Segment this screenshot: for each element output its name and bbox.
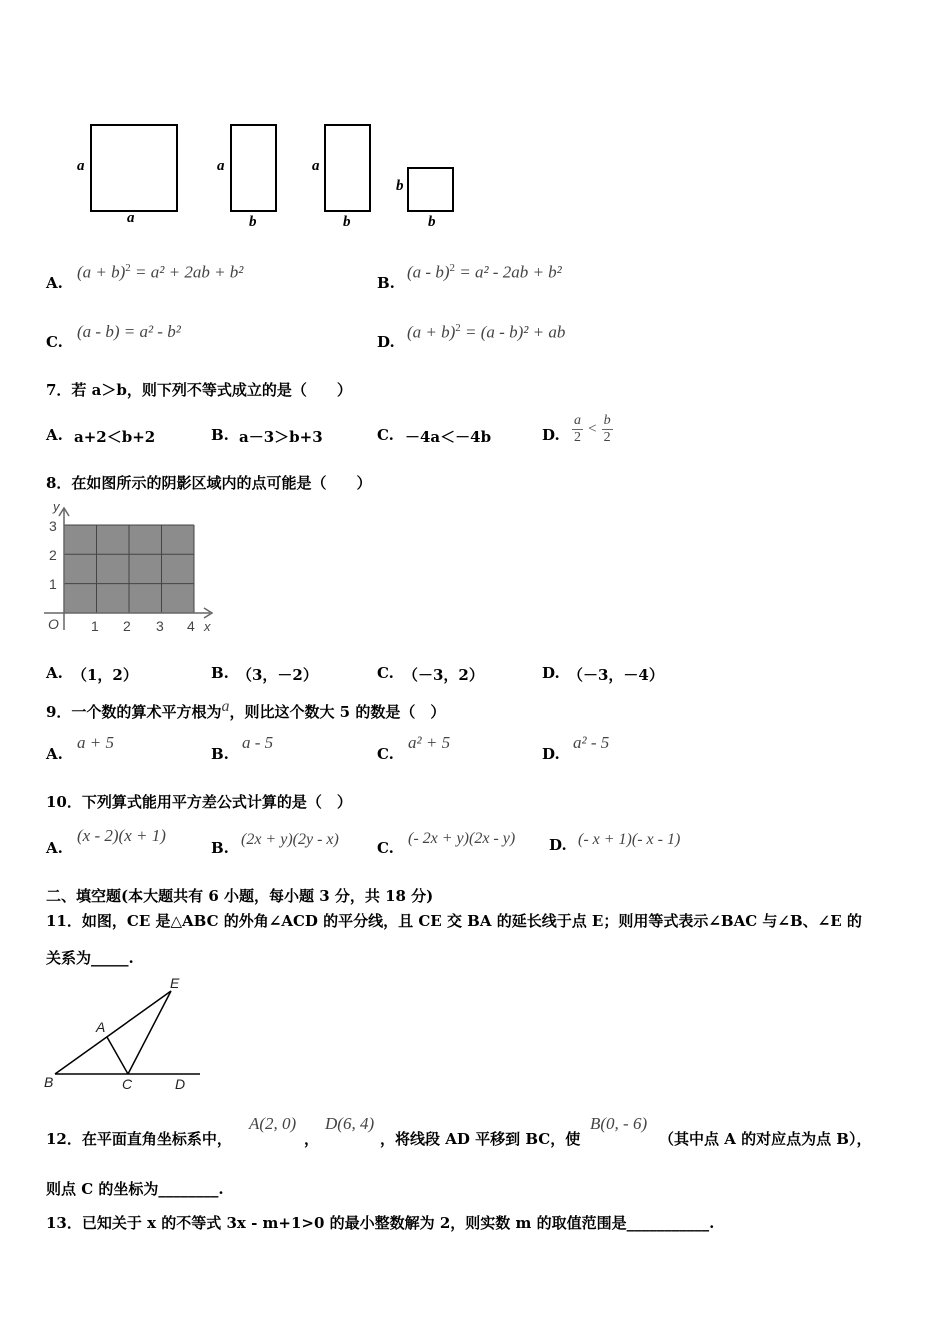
rect-ab-1 [231, 125, 276, 211]
option-letter[interactable]: B. [211, 745, 229, 763]
fig-label: b [343, 214, 351, 230]
option-d-formula: $(a + b)^2 = (a - b)^2$ + ab [407, 322, 566, 342]
x-tick-label: 1 [91, 618, 99, 634]
option-formula: a + 5 [77, 733, 114, 752]
point-label-c: C [122, 1076, 133, 1092]
option-text: a+2＜b+2 [74, 428, 156, 446]
fig-label: b [249, 214, 257, 230]
y-tick-label: 1 [49, 576, 57, 592]
option-formula: a² + 5 [408, 733, 451, 752]
y-tick-label: 2 [49, 547, 57, 563]
fig-label: a [77, 158, 85, 174]
option-letter[interactable]: A. [46, 274, 63, 292]
option-letter[interactable]: C. [377, 839, 394, 857]
option-formula: a² - 5 [573, 733, 610, 752]
option-formula: a - 5 [242, 733, 274, 752]
option-letter[interactable]: D. [542, 426, 560, 444]
option-letter[interactable]: C. [377, 664, 394, 682]
point-label-b: B [44, 1074, 54, 1090]
line-be [55, 991, 171, 1074]
question-12-part-3: （其中点 A 的对应点为点 B）， [659, 1130, 872, 1148]
option-letter[interactable]: D. [549, 836, 567, 854]
x-axis-label: x [204, 619, 211, 634]
question-11-line-2: 关系为_____. [46, 949, 134, 967]
point-label-d: D [175, 1076, 186, 1092]
option-letter[interactable]: A. [46, 745, 63, 763]
option-letter[interactable]: A. [46, 839, 63, 857]
point-a-coordinate: A(2, 0) [249, 1114, 297, 1133]
option-text: a－3＞b+3 [239, 428, 323, 446]
question-12-part-2: ，将线段 AD 平移到 BC，使 [380, 1130, 581, 1148]
question-10-stem: 10．下列算式能用平方差公式计算的是（ ） [46, 793, 352, 811]
rect-ab-2 [325, 125, 370, 211]
point-label-a: A [96, 1019, 106, 1035]
option-text: （1，2） [72, 666, 138, 684]
question-12-line-2: 则点 C 的坐标为________. [46, 1180, 224, 1198]
question-9-stem: 9．一个数的算术平方根为a，则比这个数大 5 的数是（ ） [46, 698, 446, 721]
x-tick-label: 2 [123, 618, 131, 634]
question-12-comma: ， [304, 1130, 320, 1148]
line-ce [128, 991, 171, 1074]
option-d-fraction-inequality: $\frac{a}{2}$ < $\frac{b}{2}$ [574, 413, 611, 445]
x-tick-label: 4 [187, 618, 195, 634]
x-tick-label: 3 [156, 618, 164, 634]
option-letter[interactable]: B. [211, 426, 229, 444]
fig-label: a [217, 158, 225, 174]
point-d-coordinate: D(6, 4) [325, 1114, 375, 1133]
option-letter[interactable]: C. [377, 426, 394, 444]
option-text: （－3，2） [403, 666, 484, 684]
option-a-formula: $(a + b)^2 = a^2 + 2ab + b^2$ [77, 262, 244, 282]
point-b-coordinate: B(0, - 6) [590, 1114, 648, 1133]
question-12-part-1: 12．在平面直角坐标系中， [46, 1130, 232, 1148]
y-axis-label: y [53, 499, 60, 514]
point-label-e: E [170, 975, 180, 991]
option-formula: (- x + 1)(- x - 1) [578, 831, 681, 848]
option-letter[interactable]: D. [542, 664, 560, 682]
question-8-stem: 8．在如图所示的阴影区域内的点可能是（ ） [46, 474, 372, 492]
option-letter[interactable]: B. [377, 274, 395, 292]
option-text: （3，－2） [237, 666, 318, 684]
fig-label: a [312, 158, 320, 174]
option-letter[interactable]: B. [211, 664, 229, 682]
origin-label: O [48, 616, 59, 632]
option-formula: (2x + y)(2y - x) [241, 831, 339, 848]
option-b-formula: (a - b)$^2$ = a² - 2ab + b² [407, 262, 562, 282]
square-b [408, 168, 453, 211]
triangle-figure [40, 975, 220, 1095]
option-letter[interactable]: A. [46, 664, 63, 682]
option-formula: (x - 2)(x + 1) [77, 826, 166, 845]
y-tick-label: 3 [49, 518, 57, 534]
option-c-formula: (a - b) = a² - b² [77, 322, 181, 341]
option-text: －4a＜－4b [405, 428, 492, 446]
question-11-line-1: 11．如图，CE 是△ABC 的外角∠ACD 的平分线，且 CE 交 BA 的延长线于点 E；则用等式表示∠BAC 与∠B、∠E 的 [46, 912, 862, 930]
fig-label: b [396, 178, 404, 194]
option-letter[interactable]: D. [377, 333, 395, 351]
fig-label: a [127, 210, 135, 226]
line-ac [107, 1037, 128, 1074]
option-letter[interactable]: A. [46, 426, 63, 444]
fig-label: b [428, 214, 436, 230]
coordinate-graph [42, 498, 222, 638]
option-letter[interactable]: D. [542, 745, 560, 763]
option-formula: (- 2x + y)(2x - y) [408, 830, 516, 847]
section-heading: 二、填空题(本大题共有 6 小题，每小题 3 分，共 18 分) [46, 887, 434, 905]
square-a [91, 125, 177, 211]
option-letter[interactable]: C. [46, 333, 63, 351]
option-letter[interactable]: B. [211, 839, 229, 857]
question-13: 13．已知关于 x 的不等式 3x - m+1>0 的最小整数解为 2，则实数 m 的取值范围是___________. [46, 1214, 715, 1232]
option-letter[interactable]: C. [377, 745, 394, 763]
option-text: （－3，－4） [568, 666, 664, 684]
question-7-stem: 7．若 a＞b，则下列不等式成立的是（ ） [46, 381, 352, 399]
